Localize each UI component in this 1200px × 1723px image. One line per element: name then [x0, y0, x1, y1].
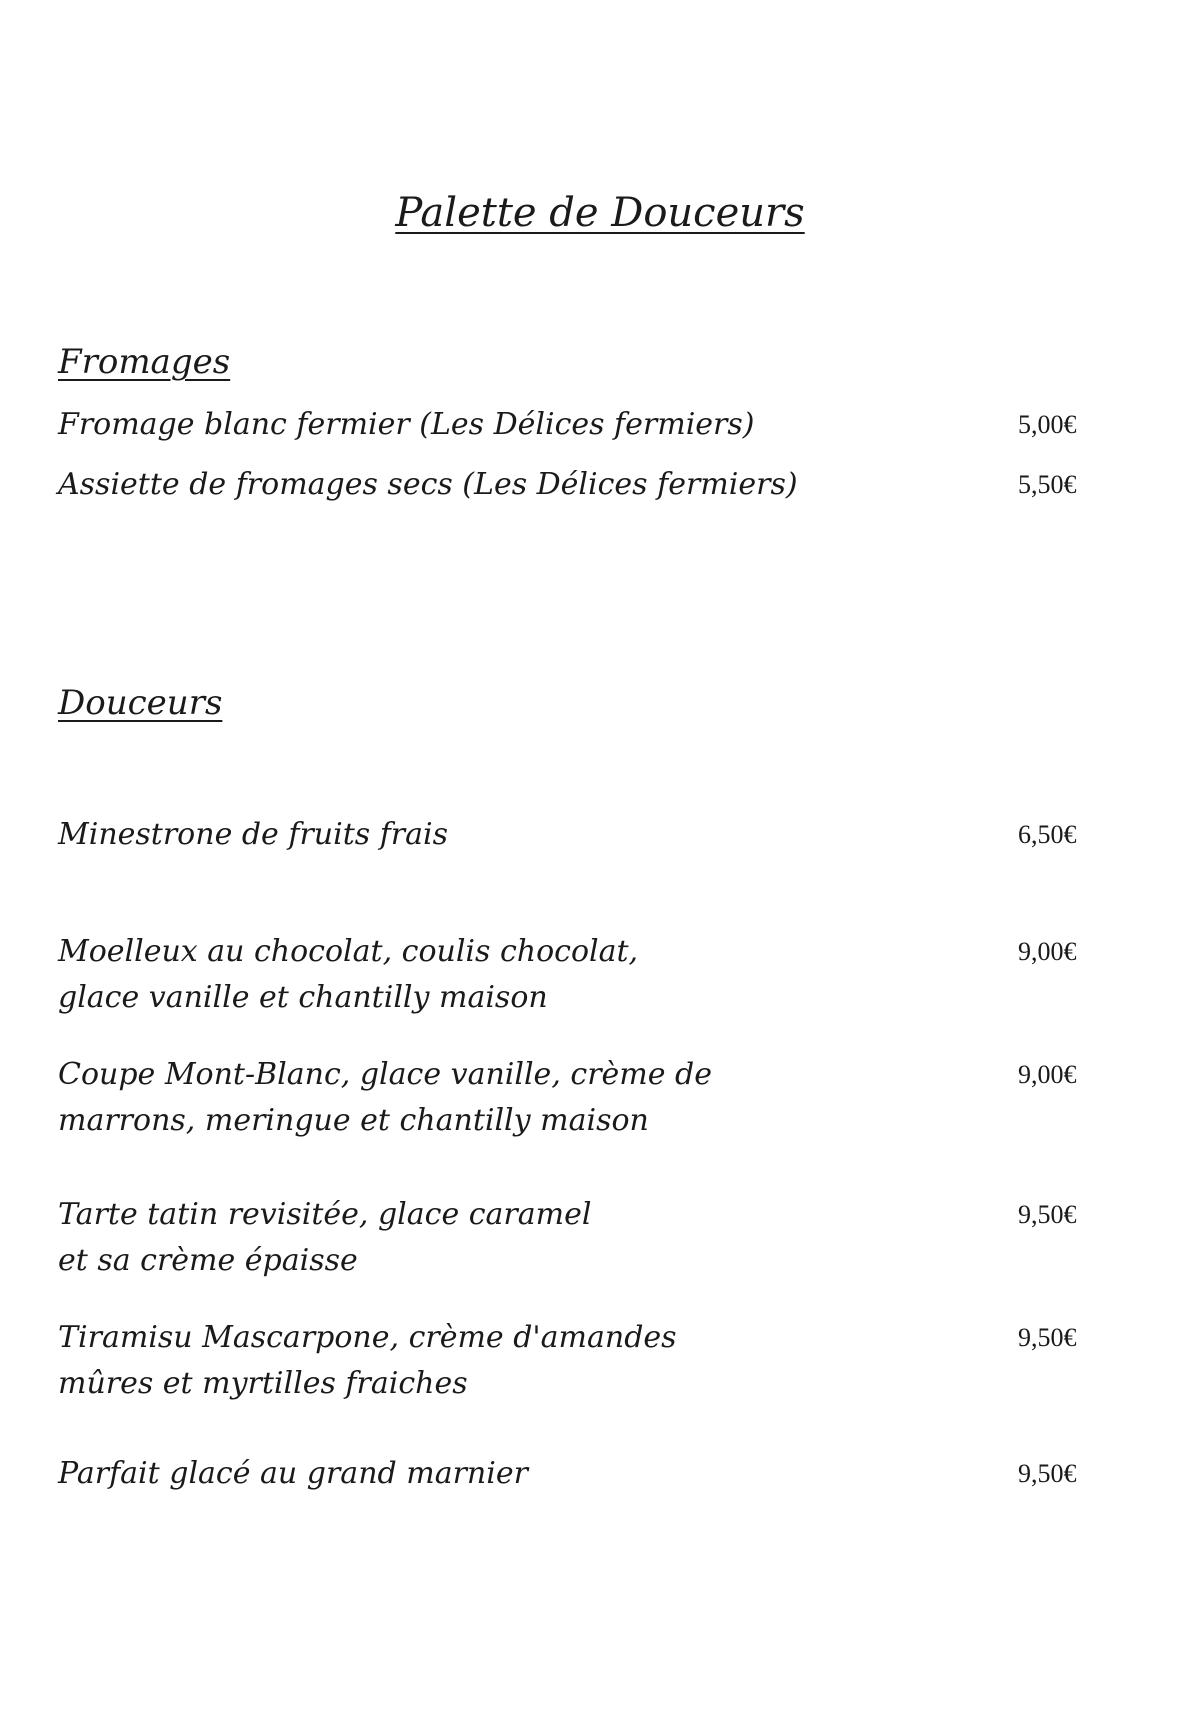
item-name-line: et sa crème épaisse	[58, 1243, 358, 1278]
item-name-line: mûres et myrtilles fraiches	[58, 1366, 468, 1401]
item-price: 9,50€	[1018, 1323, 1077, 1352]
item-name-line: Tarte tatin revisitée, glace caramel	[58, 1197, 592, 1232]
page-title: Palette de Douceurs	[395, 190, 805, 236]
item-name	[58, 812, 958, 858]
section-heading-fromages: Fromages	[58, 342, 231, 382]
item-name	[58, 929, 958, 1021]
item-name-line: Minestrone de fruits frais	[58, 817, 449, 852]
item-name-line: glace vanille et chantilly maison	[58, 980, 548, 1015]
item-name	[58, 1315, 958, 1407]
item-name-line: Coupe Mont-Blanc, glace vanille, crème de	[58, 1057, 712, 1092]
item-name-line: Parfait glacé au grand marnier	[58, 1456, 528, 1491]
item-price: 9,50€	[1018, 1200, 1077, 1229]
item-name-line: Assiette de fromages secs (Les Délices fermiers)	[58, 467, 798, 502]
item-name-line: Moelleux au chocolat, coulis chocolat,	[58, 934, 639, 969]
item-name-line: marrons, meringue et chantilly maison	[58, 1103, 649, 1138]
item-name	[58, 1192, 958, 1284]
item-price: 5,00€	[1018, 410, 1077, 439]
item-price: 5,50€	[1018, 470, 1077, 499]
item-price: 9,00€	[1018, 937, 1077, 966]
item-name	[58, 462, 958, 508]
item-price: 9,50€	[1018, 1459, 1077, 1488]
item-price: 6,50€	[1018, 820, 1077, 849]
section-heading-douceurs: Douceurs	[58, 683, 223, 723]
item-name	[58, 402, 958, 448]
item-name-line: Tiramisu Mascarpone, crème d'amandes	[58, 1320, 677, 1355]
item-price: 9,00€	[1018, 1060, 1077, 1089]
item-name	[58, 1451, 958, 1497]
item-name	[58, 1052, 958, 1144]
item-name-line: Fromage blanc fermier (Les Délices fermiers)	[58, 407, 755, 442]
